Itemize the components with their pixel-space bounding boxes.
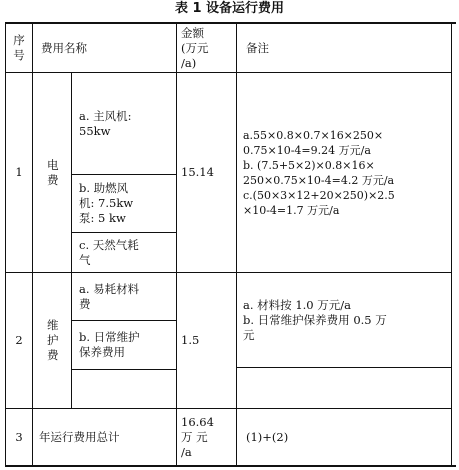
cost-table [5,22,456,467]
group2-seq: 2 [15,333,23,347]
group1-seq: 1 [15,165,23,179]
rule-remark-2 [236,367,452,368]
rule-seq [32,24,33,465]
group1-item-c: c. 天然气耗 气 [79,237,139,267]
group1-amount: 15.14 [181,165,214,179]
rule-amount [176,24,177,465]
header-name: 费用名称 [41,40,87,55]
group2-amount: 1.5 [181,333,200,347]
table-title: 表 1 设备运行费用 [174,1,285,16]
total-amount: 16.64 万 元 /a [181,414,214,459]
header-remark: 备注 [246,40,269,55]
header-seq: 序 号 [13,33,25,62]
total-name: 年运行费用总计 [39,429,120,444]
group2-item-c [79,370,175,408]
rule-remark [236,24,237,465]
group1-item-b: b. 助燃风 机: 7.5kw 泵: 5 kw [79,181,134,225]
rule-category [71,72,72,408]
group2-remark: a. 材料按 1.0 万元/a b. 日常维护保养费用 0.5 万 元 [243,297,387,342]
group2-item-a: a. 易耗材料 费 [79,281,140,311]
rule-right [451,24,452,465]
total-remark: (1)+(2) [246,429,289,444]
group2-category: 维 护 费 [47,318,59,362]
group1-remark: a.55×0.8×0.7×16×250× 0.75×10-4=9.24 万元/a b. (7.5+5×2)×0.8×16× 250×0.75×10-4=4.2 万元/a c.(50×3×12+20×250)×2.5 ×10-4=1.7 万元/a [243,128,395,217]
group1-item-a: a. 主风机: 55kw [79,108,132,138]
total-seq: 3 [15,429,23,444]
group1-category: 电 费 [47,157,59,187]
group2-item-b: b. 日常维护 保养费用 [79,330,140,359]
header-amount: 金额 (万元 /a) [181,25,209,70]
